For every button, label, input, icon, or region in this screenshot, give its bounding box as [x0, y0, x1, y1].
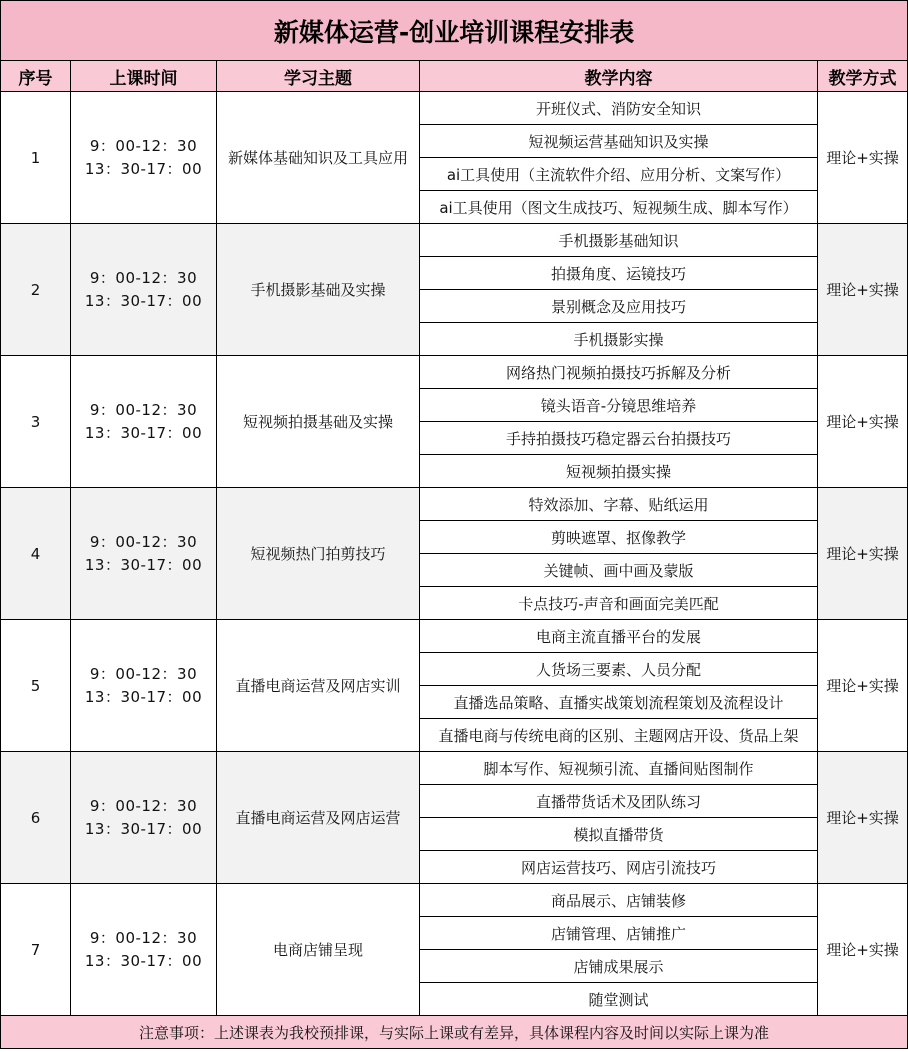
footer-note: 注意事项：上述课表为我校预排课，与实际上课或有差异，具体课程内容及时间以实际上课为准 — [1, 1016, 908, 1049]
class-time — [71, 752, 217, 884]
teaching-content: 关键帧、画中画及蒙版 — [420, 554, 818, 587]
teaching-method: 理论+实操 — [818, 92, 908, 224]
teaching-content: 特效添加、字幕、贴纸运用 — [420, 488, 818, 521]
time-morning: 9：00-12：30 — [89, 664, 198, 683]
teaching-content: 直播带货话术及团队练习 — [420, 785, 818, 818]
row-index: 3 — [1, 356, 71, 488]
header-method: 教学方式 — [818, 61, 908, 92]
teaching-content: ai工具使用（主流软件介绍、应用分析、文案写作） — [420, 158, 818, 191]
teaching-content: 短视频运营基础知识及实操 — [420, 125, 818, 158]
teaching-content: 电商主流直播平台的发展 — [420, 620, 818, 653]
teaching-method: 理论+实操 — [818, 224, 908, 356]
time-afternoon: 13：30-17：00 — [84, 423, 203, 442]
time-morning: 9：00-12：30 — [89, 532, 198, 551]
teaching-method: 理论+实操 — [818, 884, 908, 1016]
teaching-content: 镜头语音-分镜思维培养 — [420, 389, 818, 422]
time-afternoon: 13：30-17：00 — [84, 819, 203, 838]
time-afternoon: 13：30-17：00 — [84, 687, 203, 706]
row-index: 4 — [1, 488, 71, 620]
teaching-method: 理论+实操 — [818, 356, 908, 488]
time-afternoon: 13：30-17：00 — [84, 291, 203, 310]
time-afternoon: 13：30-17：00 — [84, 159, 203, 178]
teaching-method: 理论+实操 — [818, 620, 908, 752]
study-topic: 电商店铺呈现 — [217, 884, 420, 1016]
study-topic: 手机摄影基础及实操 — [217, 224, 420, 356]
header-topic: 学习主题 — [217, 61, 420, 92]
row-index: 2 — [1, 224, 71, 356]
teaching-content: 人货场三要素、人员分配 — [420, 653, 818, 686]
class-time — [71, 488, 217, 620]
teaching-content: ai工具使用（图文生成技巧、短视频生成、脚本写作） — [420, 191, 818, 224]
table-row — [1, 92, 908, 125]
class-time — [71, 92, 217, 224]
study-topic: 直播电商运营及网店运营 — [217, 752, 420, 884]
header-content: 教学内容 — [420, 61, 818, 92]
study-topic: 短视频拍摄基础及实操 — [217, 356, 420, 488]
teaching-content: 手机摄影基础知识 — [420, 224, 818, 257]
header-row — [1, 61, 908, 92]
teaching-content: 卡点技巧-声音和画面完美匹配 — [420, 587, 818, 620]
class-time — [71, 620, 217, 752]
row-index: 5 — [1, 620, 71, 752]
row-index: 7 — [1, 884, 71, 1016]
teaching-method: 理论+实操 — [818, 488, 908, 620]
table-row — [1, 884, 908, 917]
teaching-content: 开班仪式、消防安全知识 — [420, 92, 818, 125]
teaching-content: 店铺管理、店铺推广 — [420, 917, 818, 950]
time-morning: 9：00-12：30 — [89, 928, 198, 947]
study-topic: 短视频热门拍剪技巧 — [217, 488, 420, 620]
teaching-content: 手机摄影实操 — [420, 323, 818, 356]
class-time — [71, 884, 217, 1016]
teaching-content: 手持拍摄技巧稳定器云台拍摄技巧 — [420, 422, 818, 455]
time-afternoon: 13：30-17：00 — [84, 555, 203, 574]
table-row — [1, 224, 908, 257]
study-topic: 新媒体基础知识及工具应用 — [217, 92, 420, 224]
time-afternoon: 13：30-17：00 — [84, 951, 203, 970]
time-morning: 9：00-12：30 — [89, 268, 198, 287]
table-title: 新媒体运营-创业培训课程安排表 — [1, 1, 908, 61]
teaching-content: 直播电商与传统电商的区别、主题网店开设、货品上架 — [420, 719, 818, 752]
teaching-content: 店铺成果展示 — [420, 950, 818, 983]
header-time: 上课时间 — [71, 61, 217, 92]
row-index: 6 — [1, 752, 71, 884]
time-morning: 9：00-12：30 — [89, 796, 198, 815]
header-index: 序号 — [1, 61, 71, 92]
teaching-content: 短视频拍摄实操 — [420, 455, 818, 488]
teaching-method: 理论+实操 — [818, 752, 908, 884]
class-time — [71, 224, 217, 356]
teaching-content: 网络热门视频拍摄技巧拆解及分析 — [420, 356, 818, 389]
study-topic: 直播电商运营及网店实训 — [217, 620, 420, 752]
teaching-content: 网店运营技巧、网店引流技巧 — [420, 851, 818, 884]
teaching-content: 景别概念及应用技巧 — [420, 290, 818, 323]
teaching-content: 拍摄角度、运镜技巧 — [420, 257, 818, 290]
teaching-content: 剪映遮罩、抠像教学 — [420, 521, 818, 554]
time-morning: 9：00-12：30 — [89, 400, 198, 419]
teaching-content: 脚本写作、短视频引流、直播间贴图制作 — [420, 752, 818, 785]
teaching-content: 直播选品策略、直播实战策划流程策划及流程设计 — [420, 686, 818, 719]
table-row — [1, 620, 908, 653]
time-morning: 9：00-12：30 — [89, 136, 198, 155]
table-row — [1, 356, 908, 389]
teaching-content: 模拟直播带货 — [420, 818, 818, 851]
table-row — [1, 752, 908, 785]
row-index: 1 — [1, 92, 71, 224]
class-time — [71, 356, 217, 488]
teaching-content: 商品展示、店铺装修 — [420, 884, 818, 917]
table-row — [1, 488, 908, 521]
teaching-content: 随堂测试 — [420, 983, 818, 1016]
